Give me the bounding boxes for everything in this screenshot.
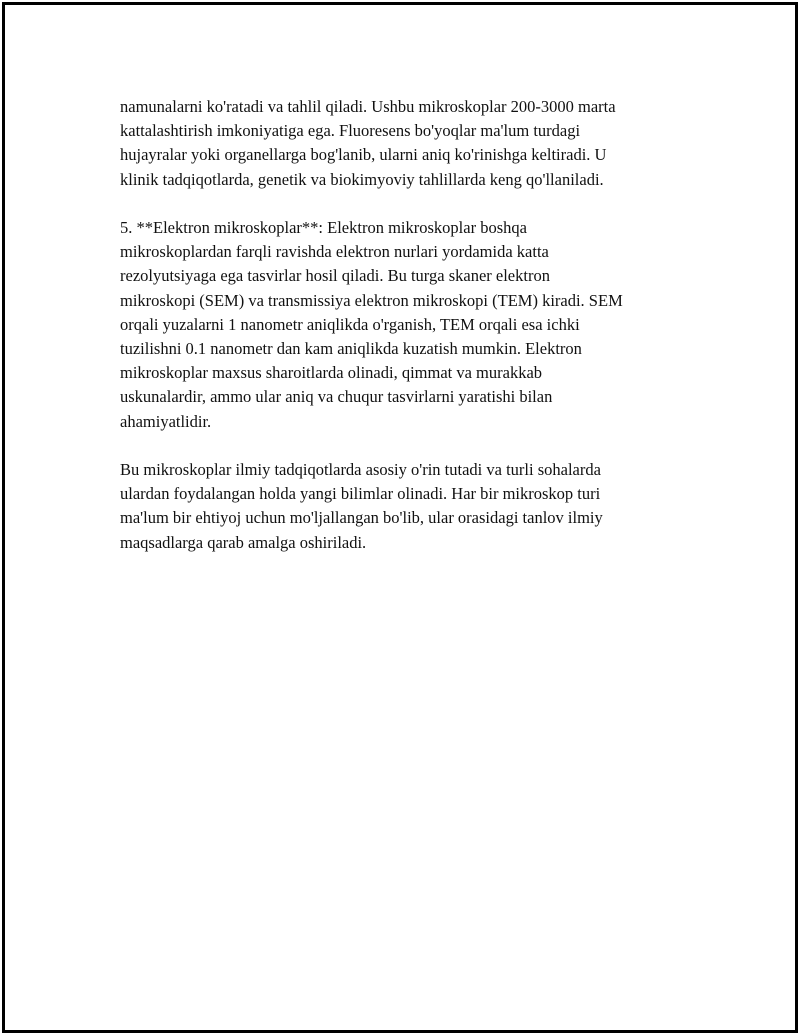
text-line: Bu mikroskoplar ilmiy tadqiqotlarda asosiy o'rin tutadi va turli sohalarda — [120, 460, 601, 480]
text-line: orqali yuzalarni 1 nanometr aniqlikda o'rganish, TEM orqali esa ichki — [120, 314, 580, 334]
text-line: ahamiyatlidir. — [120, 411, 212, 431]
text-line: kattalashtirish imkoniyatiga ega. Fluoresens bo'yoqlar ma'lum turdagi — [120, 121, 581, 141]
text-line: hujayralar yoki organellarga bog'lanib, ularni aniq ko'rinishga keltiradi. U — [120, 145, 607, 165]
text-line: klinik tadqiqotlarda, genetik va biokimyoviy tahlillarda keng qo'llaniladi. — [120, 169, 604, 189]
paragraph-1 — [120, 95, 700, 192]
text-line: mikroskopi (SEM) va transmissiya elektron mikroskopi (TEM) kiradi. SEM — [120, 290, 623, 310]
paragraph-2 — [120, 216, 700, 434]
text-line: mikroskoplardan farqli ravishda elektron nurlari yordamida katta — [120, 242, 549, 262]
text-line: namunalarni ko'ratadi va tahlil qiladi. Ushbu mikroskoplar 200-3000 marta — [120, 97, 616, 116]
text-line: ulardan foydalangan holda yangi bilimlar olinadi. Har bir mikroskop turi — [120, 484, 601, 504]
document-body — [120, 95, 700, 579]
document-page — [2, 2, 798, 1033]
text-line: rezolyutsiyaga ega tasvirlar hosil qiladi. Bu turga skaner elektron — [120, 266, 550, 286]
text-line: mikroskoplar maxsus sharoitlarda olinadi, qimmat va murakkab — [120, 363, 543, 383]
paragraph-3 — [120, 458, 700, 555]
text-line: ma'lum bir ehtiyoj uchun mo'ljallangan bo'lib, ular orasidagi tanlov ilmiy — [120, 508, 603, 528]
text-line: tuzilishni 0.1 nanometr dan kam aniqlikda kuzatish mumkin. Elektron — [120, 339, 582, 359]
text-line: 5. **Elektron mikroskoplar**: Elektron mikroskoplar boshqa — [120, 218, 527, 237]
text-line: maqsadlarga qarab amalga oshiriladi. — [120, 532, 367, 552]
text-line: uskunalardir, ammo ular aniq va chuqur tasvirlarni yaratishi bilan — [120, 387, 553, 407]
